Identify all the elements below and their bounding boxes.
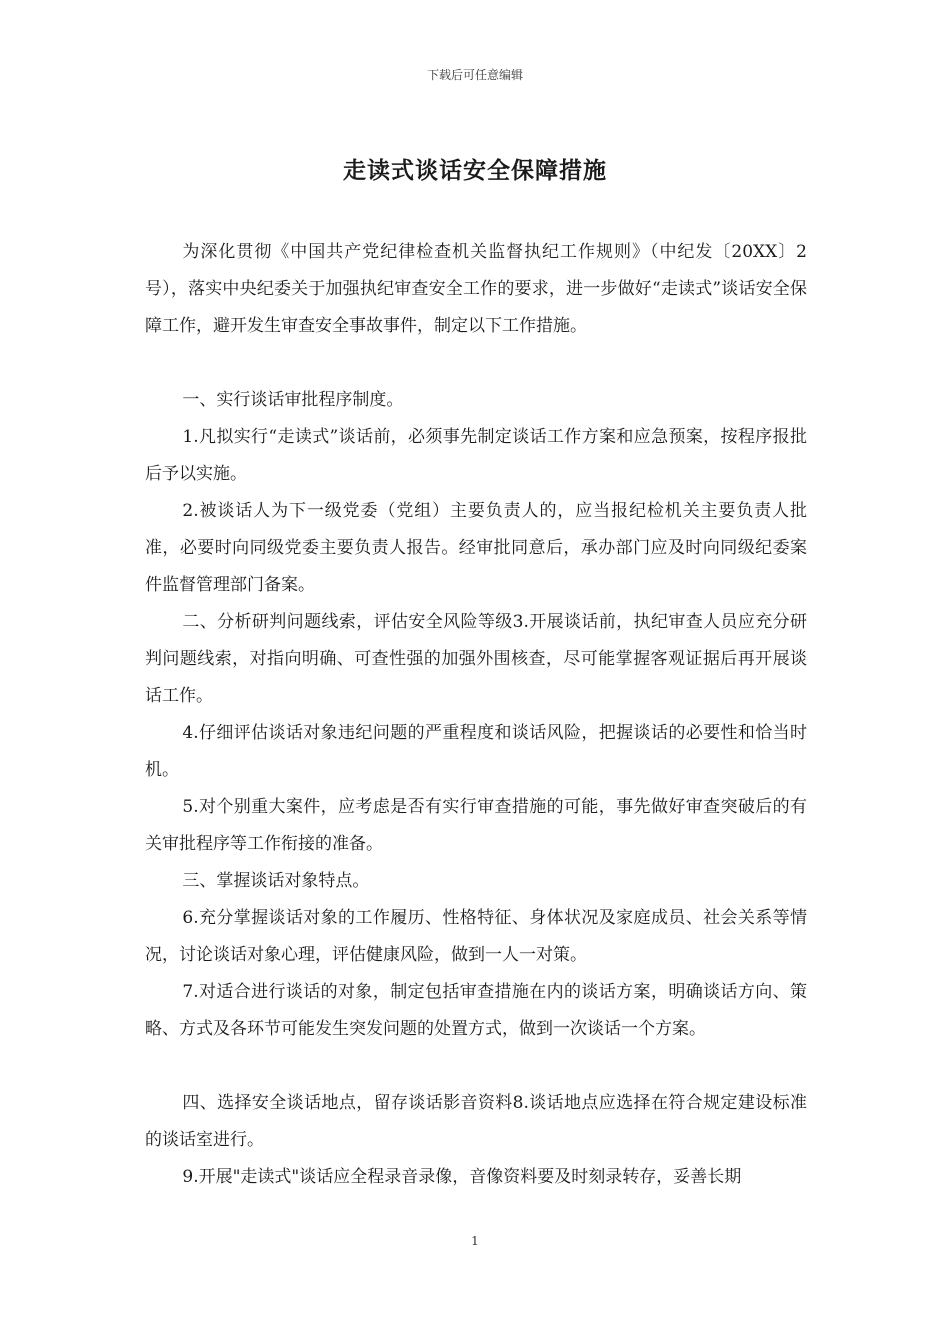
item-paragraph-7: 7.对适合进行谈话的对象，制定包括审查措施在内的谈话方案，明确谈话方向、策略、方式及各环节可能发生突发问题的处置方式，做到一次谈话一个方案。: [145, 982, 807, 1039]
item-paragraph-4: 4.仔细评估谈话对象违纪问题的严重程度和谈话风险，把握谈话的必要性和恰当时机。: [145, 723, 807, 780]
page-number: 1: [471, 1234, 479, 1248]
section-heading-3: 三、掌握谈话对象特点。: [182, 871, 370, 891]
section-heading-1: 一、实行谈话审批程序制度。: [182, 390, 404, 410]
item-paragraph-5: 5.对个别重大案件，应考虑是否有实行审查措施的可能，事先做好审查突破后的有关审批程序等工作衔接的准备。: [145, 797, 807, 854]
header-note: 下载后可任意编辑: [426, 68, 523, 82]
intro-paragraph: 为深化贯彻《中国共产党纪律检查机关监督执纪工作规则》（中纪发〔20XX〕2号），落实中央纪委关于加强执纪审查安全工作的要求，进一步做好“走读式”谈话安全保障工作，避开发生审查安全事故事件，制定以下工作措施。: [145, 242, 807, 336]
section-paragraph-2: 二、分析研判问题线索，评估安全风险等级3.开展谈话前，执纪审查人员应充分研判问题线索，对指向明确、可查性强的加强外围核查，尽可能掌握客观证据后再开展谈话工作。: [145, 612, 807, 706]
item-paragraph-2: 2.被谈话人为下一级党委（党组）主要负责人的，应当报纪检机关主要负责人批准，必要时向同级党委主要负责人报告。经审批同意后，承办部门应及时向同级纪委案件监督管理部门备案。: [145, 501, 807, 595]
document-title: 走读式谈话安全保障措施: [343, 158, 607, 184]
section-paragraph-4: 四、选择安全谈话地点，留存谈话影音资料8.谈话地点应选择在符合规定建设标准的谈话室进行。: [145, 1093, 807, 1150]
document-body: [145, 234, 807, 1196]
item-paragraph-9: 9.开展"走读式"谈话应全程录音录像，音像资料要及时刻录转存，妥善长期: [182, 1167, 742, 1187]
item-paragraph-6: 6.充分掌握谈话对象的工作履历、性格特征、身体状况及家庭成员、社会关系等情况，讨论谈话对象心理，评估健康风险，做到一人一对策。: [145, 908, 807, 965]
item-paragraph-1: 1.凡拟实行“走读式”谈话前，必须事先制定谈话工作方案和应急预案，按程序报批后予以实施。: [145, 427, 807, 484]
